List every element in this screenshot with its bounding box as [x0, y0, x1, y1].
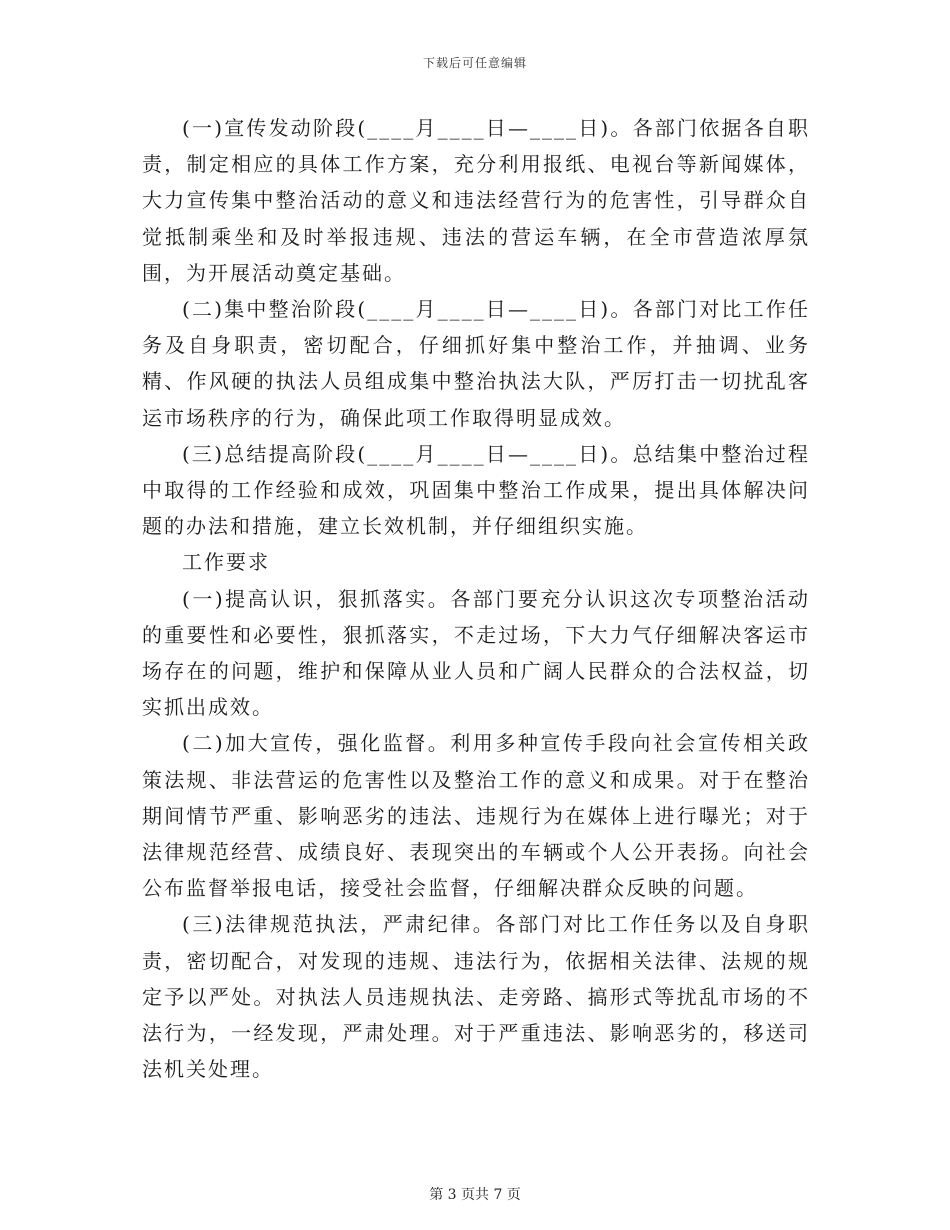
- paragraph-stage-1: (一)宣传发动阶段(____月____日—____日)。各部门依据各自职责，制定相应的具体工作方案，充分利用报纸、电视台等新闻媒体，大力宣传集中整治活动的意义和违法经营行为的危害性，引导群众自觉抵制乘坐和及时举报违规、违法的营运车辆，在全市营造浓厚氛围，为开展活动奠定基础。: [142, 116, 810, 285]
- page-header: 下载后可任意编辑: [422, 56, 527, 70]
- paragraph-stage-2: (二)集中整治阶段(____月____日—____日)。各部门对比工作任务及自身职责，密切配合，仔细抓好集中整治工作，并抽调、业务精、作风硬的执法人员组成集中整治执法大队，严厉打击一切扰乱客运市场秩序的行为，确保此项工作取得明显成效。: [142, 297, 810, 430]
- page-number: 第 3 页共 7 页: [429, 1187, 521, 1203]
- paragraph-requirement-1: (一)提高认识，狠抓落实。各部门要充分认识这次专项整治活动的重要性和必要性，狠抓落实，不走过场，下大力气仔细解决客运市场存在的问题，维护和保障从业人员和广阔人民群众的合法权益，切实抓出成效。: [142, 586, 810, 720]
- section-heading-requirements: 工作要求: [182, 550, 270, 575]
- paragraph-requirement-2: (二)加大宣传，强化监督。利用多种宣传手段向社会宣传相关政策法规、非法营运的危害性以及整治工作的意义和成果。对于在整治期间情节严重、影响恶劣的违法、违规行为在媒体上进行曝光；对于法律规范经营、成绩良好、表现突出的车辆或个人公开表扬。向社会公布监督举报电话，接受社会监督，仔细解决群众反映的问题。: [142, 731, 810, 901]
- paragraph-requirement-3: (三)法律规范执法，严肃纪律。各部门对比工作任务以及自身职责，密切配合，对发现的违规、违法行为，依据相关法律、法规的规定予以严处。对执法人员违规执法、走旁路、搞形式等扰乱市场的不法行为，一经发现，严肃处理。对于严重违法、影响恶劣的，移送司法机关处理。: [142, 912, 810, 1082]
- document-body: [142, 110, 810, 1087]
- paragraph-stage-3: (三)总结提高阶段(____月____日—____日)。总结集中整治过程中取得的工作经验和成效，巩固集中整治工作成果，提出具体解决问题的办法和措施，建立长效机制，并仔细组织实施。: [142, 441, 810, 539]
